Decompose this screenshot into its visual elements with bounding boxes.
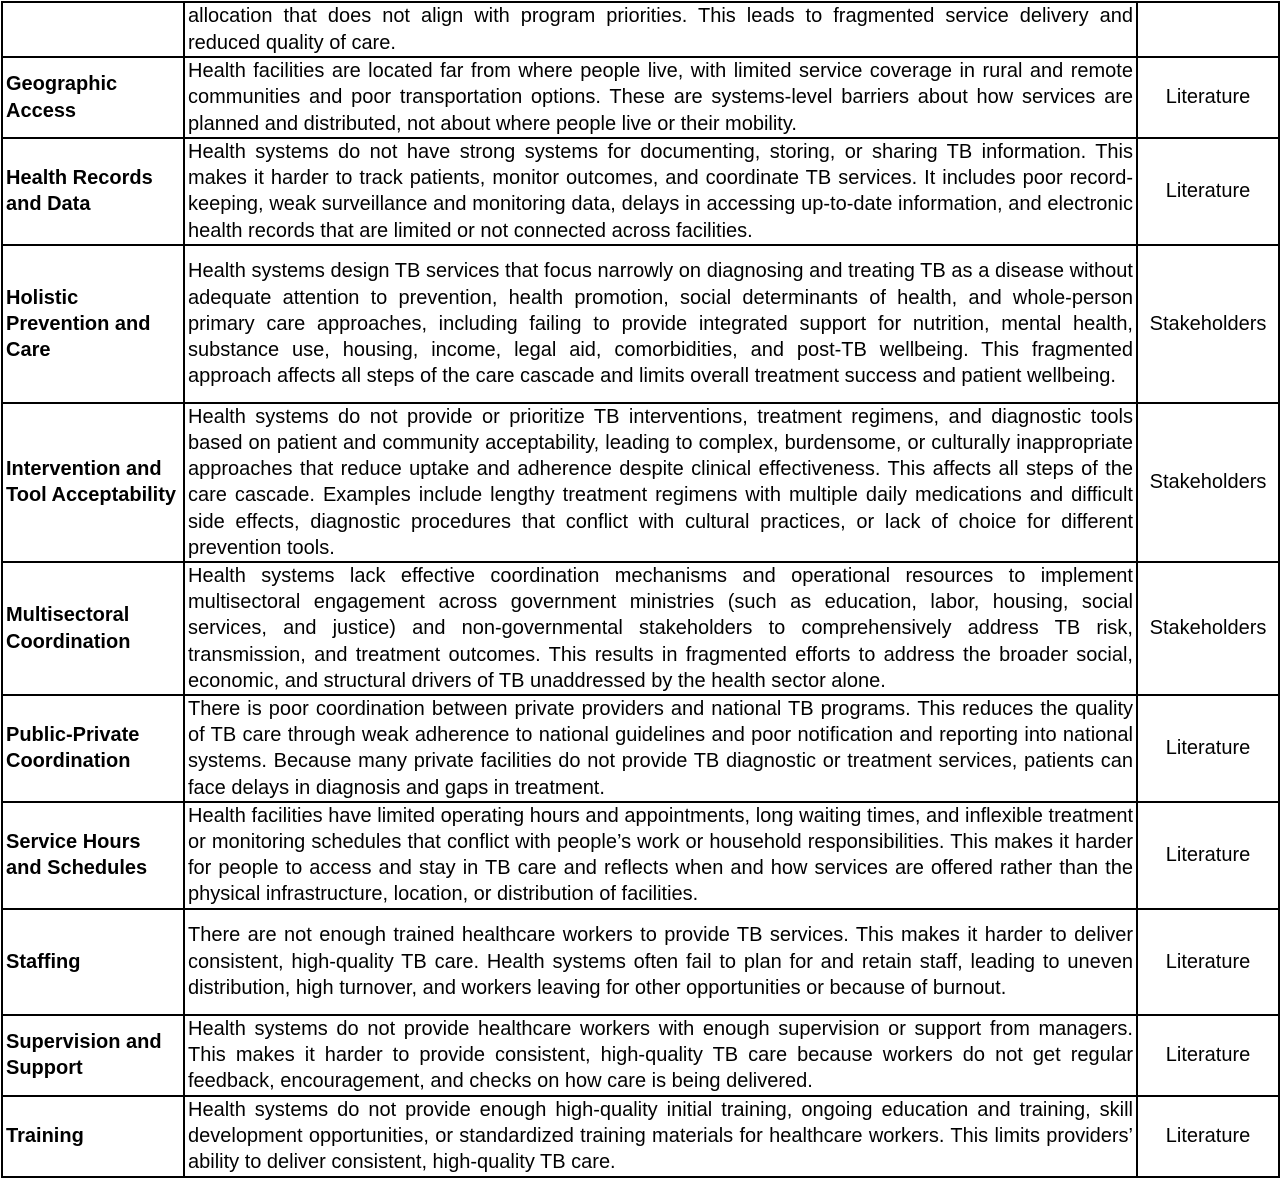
description-cell: Health systems do not provide or prioritize TB interventions, treatment regimens, and diagnostic tools based on patient and community acceptability, leading to complex, burdensome, or culturally inappropriate approaches that reduce uptake and adherence despite clinical effectiveness. This affects all steps of the care cascade. Examples include lengthy treatment regimens with multiple daily medications and difficult side effects, diagnostic procedures that conflict with cultural practices, or lack of choice for different prevention tools. (184, 403, 1137, 562)
theme-cell: Staffing (2, 909, 184, 1015)
description-cell: Health systems do not provide healthcare workers with enough supervision or support from managers. This makes it harder to provide consistent, high-quality TB care because workers do not get regular feedback, encouragement, and checks on how care is being delivered. (184, 1015, 1137, 1096)
source-cell: Literature (1137, 695, 1279, 802)
theme-cell: Holistic Prevention and Care (2, 245, 184, 403)
theme-cell: Intervention and Tool Acceptability (2, 403, 184, 562)
description-cell: Health facilities have limited operating hours and appointments, long waiting times, and inflexible treatment or monitoring schedules that conflict with people’s work or household responsibilities. This makes it harder for people to access and stay in TB care and reflects when and how services are offered rather than the physical infrastructure, location, or distribution of facilities. (184, 802, 1137, 909)
description-cell: allocation that does not align with program priorities. This leads to fragmented service delivery and reduced quality of care. (184, 2, 1137, 57)
theme-cell: Health Records and Data (2, 138, 184, 245)
source-cell: Literature (1137, 138, 1279, 245)
theme-cell: Multisectoral Coordination (2, 562, 184, 695)
source-cell: Literature (1137, 1096, 1279, 1177)
table-row (2, 909, 1279, 1015)
description-cell: Health systems design TB services that focus narrowly on diagnosing and treating TB as a disease without adequate attention to prevention, health promotion, social determinants of health, and whole-person primary care approaches, including failing to provide integrated support for nutrition, mental health, substance use, housing, income, legal aid, comorbidities, and post-TB wellbeing. This fragmented approach affects all steps of the care cascade and limits overall treatment success and patient wellbeing. (184, 245, 1137, 403)
description-cell: Health systems do not provide enough high-quality initial training, ongoing education and training, skill development opportunities, or standardized training materials for healthcare workers. This limits providers’ ability to deliver consistent, high-quality TB care. (184, 1096, 1137, 1177)
description-cell: There are not enough trained healthcare workers to provide TB services. This makes it harder to deliver consistent, high-quality TB care. Health systems often fail to plan for and retain staff, leading to uneven distribution, high turnover, and workers leaving for other opportunities or because of burnout. (184, 909, 1137, 1015)
table-row (2, 245, 1279, 403)
table-row (2, 138, 1279, 245)
table-row (2, 57, 1279, 138)
theme-cell: Service Hours and Schedules (2, 802, 184, 909)
table-row (2, 562, 1279, 695)
table-row (2, 2, 1279, 57)
table-row (2, 695, 1279, 802)
description-cell: There is poor coordination between private providers and national TB programs. This reduces the quality of TB care through weak adherence to national guidelines and poor notification and reporting into national systems. Because many private facilities do not provide TB diagnostic or treatment services, patients can face delays in diagnosis and gaps in treatment. (184, 695, 1137, 802)
source-cell: Literature (1137, 802, 1279, 909)
source-cell: Literature (1137, 1015, 1279, 1096)
source-cell: Stakeholders (1137, 562, 1279, 695)
theme-cell: Training (2, 1096, 184, 1177)
barriers-table (1, 1, 1280, 1178)
theme-cell: Public-Private Coordination (2, 695, 184, 802)
table-row (2, 1015, 1279, 1096)
theme-cell: Supervision and Support (2, 1015, 184, 1096)
source-cell (1137, 2, 1279, 57)
table-row (2, 802, 1279, 909)
theme-cell: Geographic Access (2, 57, 184, 138)
description-cell: Health systems lack effective coordination mechanisms and operational resources to implement multisectoral engagement across government ministries (such as education, labor, housing, social services, and justice) and non-governmental stakeholders to comprehensively address TB risk, transmission, and treatment outcomes. This results in fragmented efforts to address the broader social, economic, and structural drivers of TB unaddressed by the health sector alone. (184, 562, 1137, 695)
source-cell: Literature (1137, 909, 1279, 1015)
source-cell: Stakeholders (1137, 403, 1279, 562)
table-row (2, 403, 1279, 562)
source-cell: Stakeholders (1137, 245, 1279, 403)
table-row (2, 1096, 1279, 1177)
description-cell: Health systems do not have strong systems for documenting, storing, or sharing TB information. This makes it harder to track patients, monitor outcomes, and coordinate TB services. It includes poor record-keeping, weak surveillance and monitoring data, delays in accessing up-to-date information, and electronic health records that are limited or not connected across facilities. (184, 138, 1137, 245)
theme-cell (2, 2, 184, 57)
description-cell: Health facilities are located far from where people live, with limited service coverage in rural and remote communities and poor transportation options. These are systems-level barriers about how services are planned and distributed, not about where people live or their mobility. (184, 57, 1137, 138)
source-cell: Literature (1137, 57, 1279, 138)
